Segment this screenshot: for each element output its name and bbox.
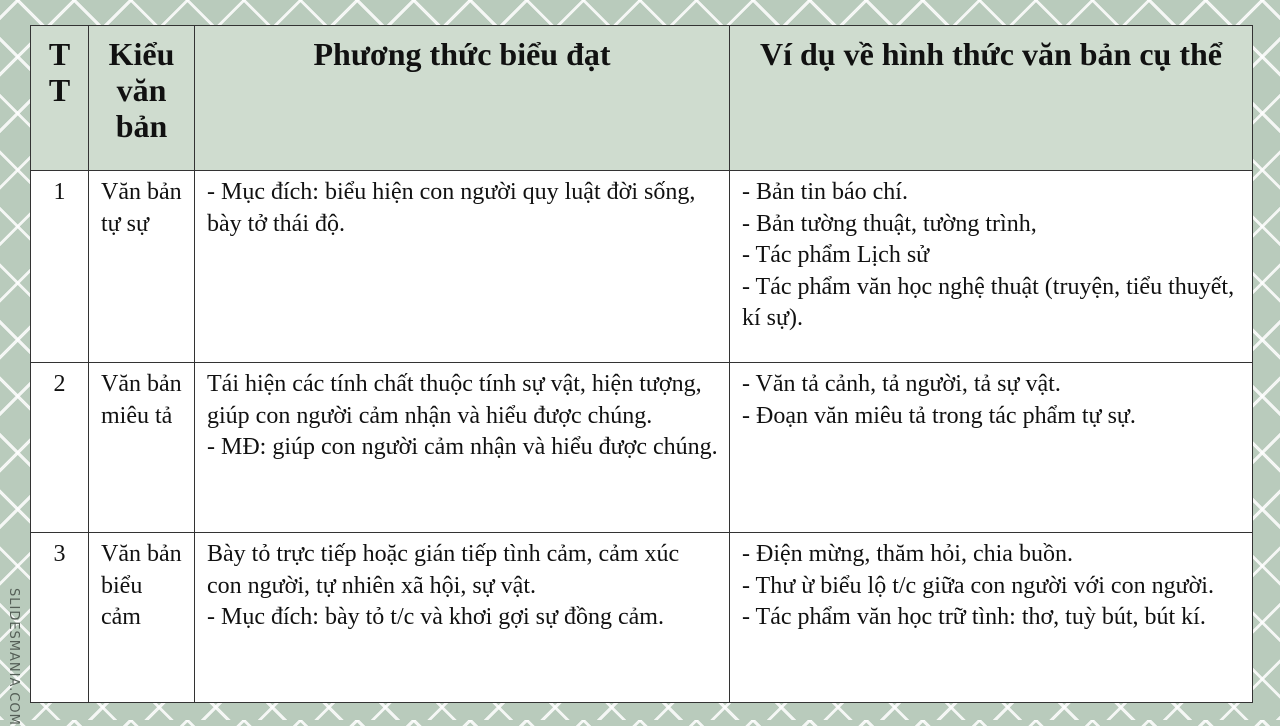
cell-phuong-thuc: Tái hiện các tính chất thuộc tính sự vật, hiện tượng, giúp con người cảm nhận và hiểu được chúng. - MĐ: giúp con người cảm nhận và hiểu được chúng. — [195, 363, 730, 533]
header-vi-du: Ví dụ về hình thức văn bản cụ thể — [730, 26, 1253, 171]
cell-tt: 3 — [31, 533, 89, 703]
cell-kieu-van-ban: Văn bản biểu cảm — [89, 533, 195, 703]
cell-vi-du: - Điện mừng, thăm hỏi, chia buồn. - Thư ừ biểu lộ t/c giữa con người với con người. - Tác phẩm văn học trữ tình: thơ, tuỳ bút, bút kí. — [730, 533, 1253, 703]
cell-kieu-van-ban: Văn bản miêu tả — [89, 363, 195, 533]
header-tt: T T — [31, 26, 89, 171]
header-kieu-van-ban: Kiểu văn bản — [89, 26, 195, 171]
content-table — [30, 25, 1253, 703]
watermark: SLIDESMANIA.COM — [6, 588, 21, 726]
cell-tt: 2 — [31, 363, 89, 533]
table-row — [31, 533, 1253, 703]
cell-vi-du: - Văn tả cảnh, tả người, tả sự vật. - Đoạn văn miêu tả trong tác phẩm tự sự. — [730, 363, 1253, 533]
cell-kieu-van-ban: Văn bản tự sự — [89, 171, 195, 363]
cell-phuong-thuc: Bày tỏ trực tiếp hoặc gián tiếp tình cảm, cảm xúc con người, tự nhiên xã hội, sự vật. - Mục đích: bày tỏ t/c và khơi gợi sự đồng cảm. — [195, 533, 730, 703]
table-row — [31, 171, 1253, 363]
header-phuong-thuc: Phương thức biểu đạt — [195, 26, 730, 171]
cell-tt: 1 — [31, 171, 89, 363]
cell-vi-du: - Bản tin báo chí. - Bản tường thuật, tường trình, - Tác phẩm Lịch sử - Tác phẩm văn học nghệ thuật (truyện, tiểu thuyết, kí sự). — [730, 171, 1253, 363]
table-header-row — [31, 26, 1253, 171]
table-row — [31, 363, 1253, 533]
cell-phuong-thuc: - Mục đích: biểu hiện con người quy luật đời sống, bày tở thái độ. — [195, 171, 730, 363]
